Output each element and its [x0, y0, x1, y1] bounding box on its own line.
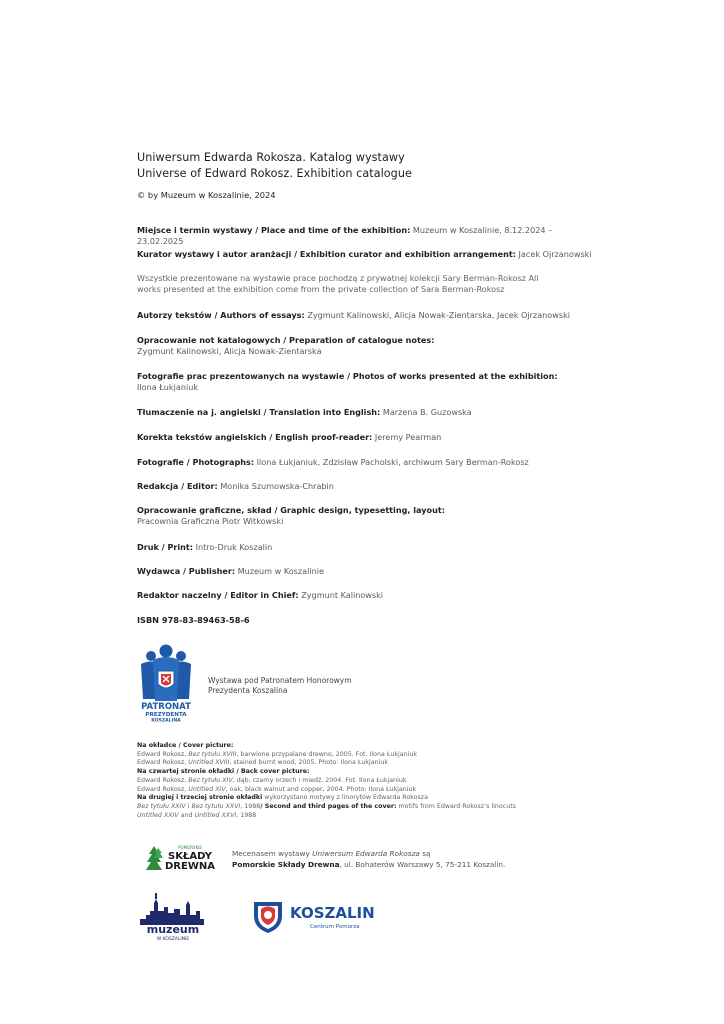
entry-value: Zygmunt Kalinowski, Alicja Nowak-Zientarska [137, 346, 322, 356]
isbn: ISBN 978-83-89463-58-6 [137, 615, 250, 625]
cover-front-label: Na okładce / Cover picture: [137, 742, 234, 749]
entry-label: Redakcja / Editor: [137, 481, 218, 491]
entry-value: Ilona Łukjaniuk [137, 382, 199, 392]
entry-label: Korekta tekstów angielskich / English proof-reader: [137, 432, 373, 442]
cover-back-pl: Edward Rokosz, Bez tytułu XIV, dąb, czarny orzech i miedź, 2004. Fot. Ilona Łukjaniuk [137, 776, 407, 784]
title-polish: Uniwersum Edwarda Rokosza. Katalog wystawy [137, 151, 405, 164]
sponsor-line-1: Mecenasem wystawy Uniwersum Edwarda Rokosza są [232, 849, 431, 858]
collection-note: Wszystkie prezentowane na wystawie prace pochodzą z prywatnej kolekcji Sary Berman-Rokosz All works presented at the exhibition come from the private collection of Sara Berman-Rokosz [137, 273, 539, 294]
koszalina-word: KOSZALINA [151, 718, 181, 722]
entry-photos-works [137, 371, 567, 393]
entry-photographs [137, 457, 597, 468]
title-english: Universe of Edward Rokosz. Exhibition catalogue [137, 167, 412, 180]
muzeum-w-koszalinie-logo [138, 889, 210, 941]
entry-value: Zygmunt Kalinowski [301, 590, 384, 600]
entry-value: Muzeum w Koszalinie, 8.12.2024 – 23.02.2025 [137, 225, 553, 246]
entry-label: Wydawca / Publisher: [137, 566, 236, 576]
entry-label: Autorzy tekstów / Authors of essays: [137, 310, 305, 320]
entry-value: Jeremy Pearman [374, 432, 442, 442]
sklady-word: SKŁADY [168, 851, 212, 862]
prezydenta-word: PREZYDENTA [145, 712, 187, 718]
cover-front-pl: Edward Rokosz, Bez tytułu XVIII, barwione przypalane drewno, 2005. Fot. Ilona Łukjaniuk [137, 750, 417, 758]
patronat-prezydenta-logo [137, 644, 195, 722]
entry-editor-in-chief [137, 590, 597, 601]
entry-place [137, 225, 597, 247]
cover-back-label: Na czwartej stronie okładki / Back cover picture: [137, 768, 310, 776]
entry-label: Kurator wystawy i autor aranżacji / Exhibition curator and exhibition arrangement: [137, 249, 516, 259]
entry-value: Monika Szumowska-Chrabin [220, 481, 334, 491]
entry-authors [137, 310, 597, 321]
entry-design [137, 505, 597, 527]
entry-curator [137, 249, 597, 260]
koszalin-sub: Centrum Pomorza [310, 924, 360, 930]
cover-back-en: Edward Rokosz, Untitled XIV, oak, black walnut and copper, 2004. Photo: Ilona Łukjaniuk [137, 785, 417, 793]
entry-label: Miejsce i termin wystawy / Place and time of the exhibition: [137, 225, 411, 235]
patronage-text [208, 676, 352, 696]
entry-value: Intro-Druk Koszalin [195, 542, 273, 552]
sponsor-text [232, 849, 505, 870]
entry-value: Jacek Ojrzanowski [518, 249, 592, 259]
muzeum-word: muzeum [146, 923, 200, 936]
entry-label: Fotografie prac prezentowanych na wystawie / Photos of works presented at the exhibition: [137, 371, 558, 381]
entry-value: Marzena B. Guzowska [382, 407, 472, 417]
sponsor-line-2: Pomorskie Składy Drewna, ul. Bohaterów Warszawy 5, 75-211 Koszalin. [232, 859, 506, 869]
entry-label: Opracowanie not katalogowych / Preparation of catalogue notes: [137, 335, 435, 345]
koszalin-word: KOSZALIN [290, 904, 375, 922]
entry-label: Druk / Print: [137, 542, 194, 552]
cover-front-en: Edward Rokosz, Untitled XVIII, stained burnt wood, 2005. Photo: Ilona Łukjaniuk [137, 759, 388, 767]
cover-inner-pl: Na drugiej i trzeciej stronie okładki wykorzystano motywy z linorytów Edwarda Rokosza [137, 794, 428, 802]
entry-notes [137, 335, 597, 357]
entry-proof [137, 432, 597, 443]
sklady-small-word: POMORSKIE [178, 845, 202, 850]
entry-translation [137, 407, 597, 418]
cover-inner-mixed: Bez tytułu XXIV i Bez tytułu XXVI, 1988/ Second and third pages of the cover: motifs from Edward Rokosz’s linocuts [137, 802, 516, 810]
pomorskie-sklady-drewna-logo [146, 844, 220, 871]
patronat-word: PATRONAT [141, 702, 191, 712]
cover-credits [137, 742, 597, 820]
koszalin-centrum-pomorza-logo [252, 898, 377, 934]
patronage-line: Wystawa pod Patronatem Honorowym [208, 676, 352, 685]
copyright-line: © by Muzeum w Koszalinie, 2024 [137, 190, 276, 200]
entry-value: Pracownia Graficzna Piotr Witkowski [137, 516, 284, 526]
drewna-word: DREWNA [165, 861, 215, 871]
entry-label: Fotografie / Photographs: [137, 457, 255, 467]
entry-editor [137, 481, 597, 492]
patronage-line: Prezydenta Koszalina [208, 686, 288, 695]
entry-value: Zygmunt Kalinowski, Alicja Nowak-Zientarska, Jacek Ojrzanowski [307, 310, 571, 320]
cover-inner-en: Untitled XXIV and Untitled XXVI, 1988 [137, 811, 257, 819]
entry-label: Redaktor naczelny / Editor in Chief: [137, 590, 299, 600]
entry-value: Ilona Łukjaniuk, Zdzisław Pacholski, archiwum Sary Berman-Rokosz [256, 457, 529, 467]
muzeum-sub: W KOSZALINIE [156, 937, 190, 941]
entry-value: Muzeum w Koszalinie [237, 566, 324, 576]
entry-publisher [137, 566, 597, 577]
entry-label: Tłumaczenie na j. angielski / Translation into English: [137, 407, 381, 417]
entry-print [137, 542, 597, 553]
entry-label: Opracowanie graficzne, skład / Graphic design, typesetting, layout: [137, 505, 445, 515]
